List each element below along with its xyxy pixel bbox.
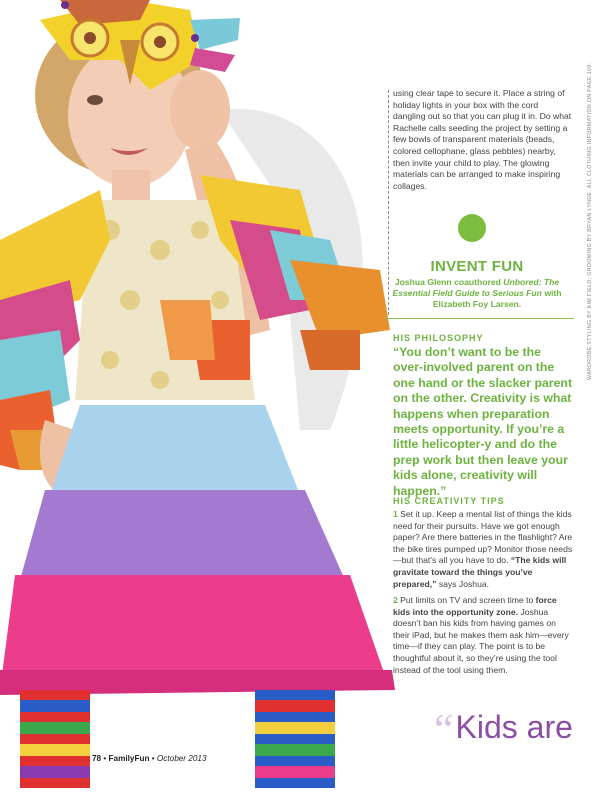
tip-tail: says Joshua. xyxy=(436,578,490,589)
philosophy-quote: “You don’t want to be the over-involved parent on the one hand or the slacker parent on the other. Creativity is what happens when preparation meets opportunity. If you’re a little helicopter-y and do the prep work but then leave your kids alone, creativity will happen.” xyxy=(393,345,573,498)
page-footer xyxy=(92,754,207,763)
section-rule xyxy=(384,318,574,319)
tip-bold: “The kids will gravitate toward the things you’ve prepared,” xyxy=(393,555,567,589)
issue-date: October 2013 xyxy=(156,754,207,763)
tutu-blue xyxy=(50,405,300,495)
book-title: Unbored: The Essential Field Guide to Serious Fun xyxy=(392,277,560,298)
page-number: 78 xyxy=(92,754,102,763)
subtitle-pre: Joshua Glenn coauthored xyxy=(394,277,504,287)
tutu-purple xyxy=(20,490,345,580)
intro-paragraph: using clear tape to secure it. Place a string of holiday lights in your box with the cord dangling out so that you can plug it in. Do what Rachelle calls seeding the project by setting a few bowls of transparent materials (beads, colored cellophane, glass pebbles) nearby, then invite your child to play. The glowing materials can be arranged to make inspiring collages. xyxy=(393,88,572,191)
tip-item xyxy=(393,595,573,676)
subtitle-post: with Elizabeth Foy Larsen. xyxy=(432,288,562,309)
green-dot-icon xyxy=(458,214,486,242)
hand xyxy=(170,70,230,150)
quote-mark: “ xyxy=(434,705,454,754)
tips-label: HIS CREATIVITY TIPS xyxy=(393,496,505,506)
philosophy-label: HIS PHILOSOPHY xyxy=(393,333,484,343)
neck xyxy=(112,170,150,200)
tip-tail: Joshua doesn’t ban his kids from having games on their iPad, but he makes them ask him—every time—if they can play. The point is to be thoughtful about it, so they’re using the tool instead of the tool using them. xyxy=(393,606,569,675)
tip-number: 1 xyxy=(393,509,398,519)
footer-separator: • xyxy=(149,754,157,763)
striped-tights-left xyxy=(20,690,90,800)
tip-text: Put limits on TV and screen time to xyxy=(397,595,536,605)
section-subtitle xyxy=(385,277,569,310)
tip-item xyxy=(393,509,573,590)
footer-separator: • xyxy=(101,754,109,763)
magazine-name: FamilyFun xyxy=(108,754,150,763)
photo-credit-text: WARDROBE STYLING BY KIM FIELD; GROOMING BY BRYAN LYNDE. ALL CLOTHING INFORMATION ON PAGE 109. xyxy=(587,62,593,380)
tip-bold: force kids into the opportunity zone. xyxy=(393,595,557,617)
striped-tights-right xyxy=(255,690,335,800)
eye xyxy=(87,95,103,105)
pull-quote-text: Kids are xyxy=(455,709,573,745)
tip-text: Set it up. Keep a mental list of things the kids need for their pursuits. Have we got enough paper? Are there batteries in the flashlight? Are the bike tires pumped up? Monitor those needs—but that’s all you have to do. xyxy=(393,509,573,566)
section-title: INVENT FUN xyxy=(430,258,524,275)
pull-quote xyxy=(434,704,573,755)
tip-number: 2 xyxy=(393,595,398,605)
